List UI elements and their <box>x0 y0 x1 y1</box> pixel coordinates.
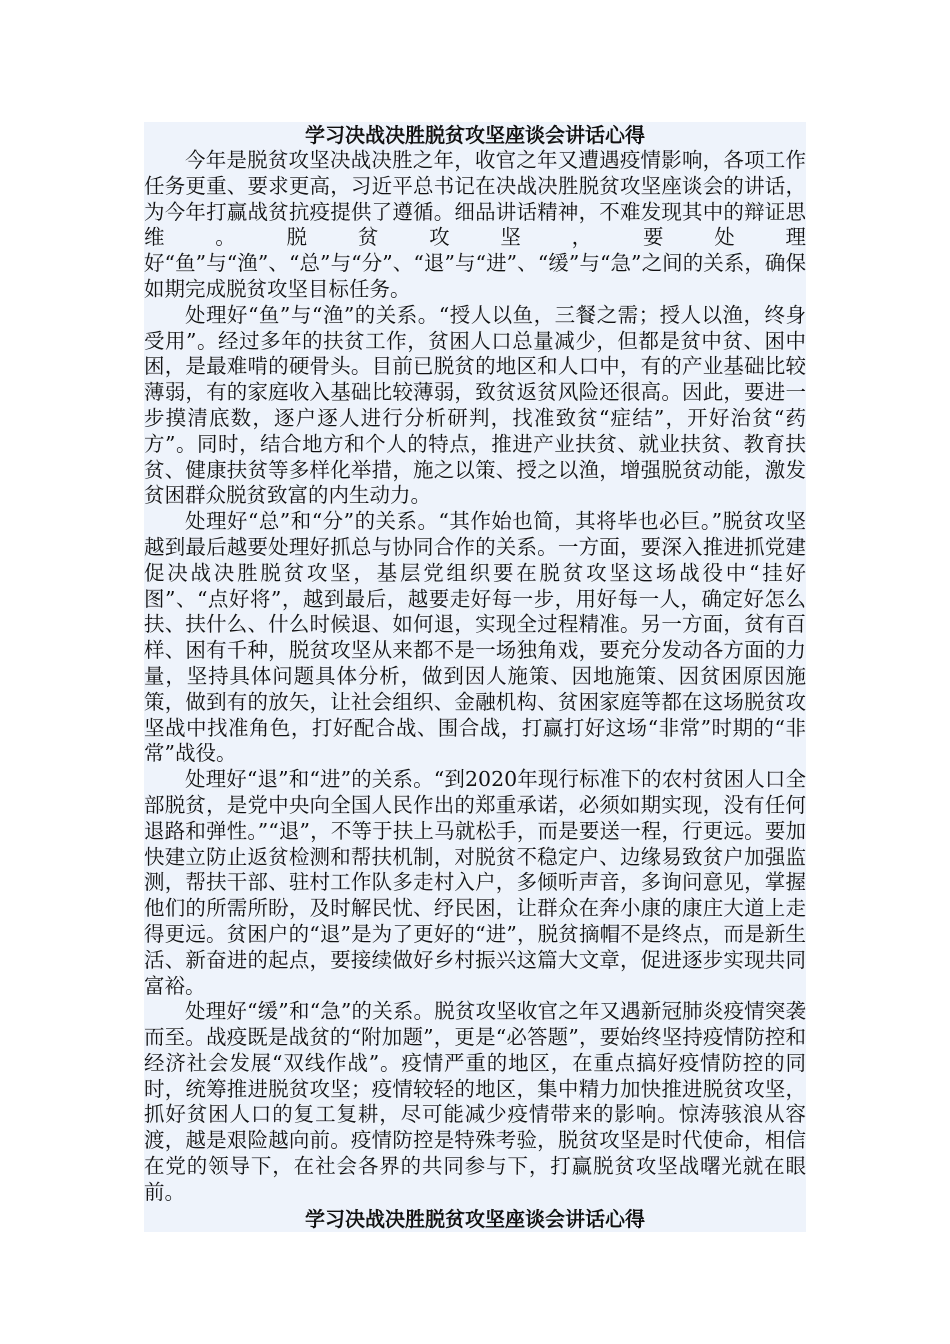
paragraph-retreat: 处理好“退”和“进”的关系。“到2020年现行标准下的农村贫困人口全部脱贫，是党中央向全国人民作出的郑重承诺，必须如期实现，没有任何退路和弹性。”“退”，不等于扶上马就松手，而是要送一程，行更远。要加快建立防止返贫检测和帮扶机制，对脱贫不稳定户、边缘易致贫户加强监测，帮扶干部、驻村工作队多走村入户，多倾听声音，多询问意见，掌握他们的所需所盼，及时解民忧、纾民困，让群众在奔小康的康庄大道上走得更远。贫困户的“退”是为了更好的“进”，脱贫摘帽不是终点，而是新生活、新奋进的起点，要接续做好乡村振兴这篇大文章，促进逐步实现共同富裕。 <box>144 767 806 998</box>
paragraph-intro: 今年是脱贫攻坚决战决胜之年，收官之年又遭遇疫情影响，各项工作任务更重、要求更高，习近平总书记在决战决胜脱贫攻坚座谈会的讲话，为今年打赢战贫抗疫提供了遵循。细品讲话精神，不难发现其中的辩证思维。脱贫攻坚，要处理好“鱼”与“渔”、“总”与“分”、“退”与“进”、“缓”与“急”之间的关系，确保如期完成脱贫攻坚目标任务。 <box>144 148 806 301</box>
document-footer-title: 学习决战决胜脱贫攻坚座谈会讲话心得 <box>305 1206 645 1231</box>
document-title: 学习决战决胜脱贫攻坚座谈会讲话心得 <box>305 123 645 147</box>
paragraph-total: 处理好“总”和“分”的关系。“其作始也简，其将毕也必巨。”脱贫攻坚越到最后越要处理好抓总与协同合作的关系。一方面，要深入推进抓党建促决战决胜脱贫攻坚，基层党组织要在脱贫攻坚这场战役中“挂好图”、“点好将”，越到最后，越要走好每一步，用好每一人，确定好怎么扶、扶什么、什么时候退、如何退，实现全过程精准。另一方面，贫有百样、困有千种，脱贫攻坚从来都不是一场独角戏，要充分发动各方面的力量，坚持具体问题具体分析，做到因人施策、因地施策、因贫困原因施策，做到有的放矢，让社会组织、金融机构、贫困家庭等都在这场脱贫攻坚战中找准角色，打好配合战、围合战，打赢打好这场“非常”时期的“非常”战役。 <box>144 509 806 766</box>
paragraph-fish: 处理好“鱼”与“渔”的关系。“授人以鱼，三餐之需；授人以渔，终身受用”。经过多年的扶贫工作，贫困人口总量减少，但都是贫中贫、困中困，是最难啃的硬骨头。目前已脱贫的地区和人口中，有的产业基础比较薄弱，有的家庭收入基础比较薄弱，致贫返贫风险还很高。因此，要进一步摸清底数，逐户逐人进行分析研判，找准致贫“症结”，开好治贫“药方”。同时，结合地方和个人的特点，推进产业扶贫、就业扶贫、教育扶贫、健康扶贫等多样化举措，施之以策、授之以渔，增强脱贫动能，激发贫困群众脱贫致富的内生动力。 <box>144 302 806 508</box>
document-body <box>144 122 806 1232</box>
paragraph-urgency: 处理好“缓”和“急”的关系。脱贫攻坚收官之年又遇新冠肺炎疫情突袭而至。战疫既是战贫的“附加题”，更是“必答题”，要始终坚持疫情防控和经济社会发展“双线作战”。疫情严重的地区，在重点搞好疫情防控的同时，统筹推进脱贫攻坚；疫情较轻的地区，集中精力加快推进脱贫攻坚，抓好贫困人口的复工复耕，尽可能减少疫情带来的影响。惊涛骇浪从容渡，越是艰险越向前。疫情防控是特殊考验，脱贫攻坚是时代使命，相信在党的领导下，在社会各界的共同参与下，打赢脱贫攻坚战曙光就在眼前。 <box>144 999 806 1204</box>
